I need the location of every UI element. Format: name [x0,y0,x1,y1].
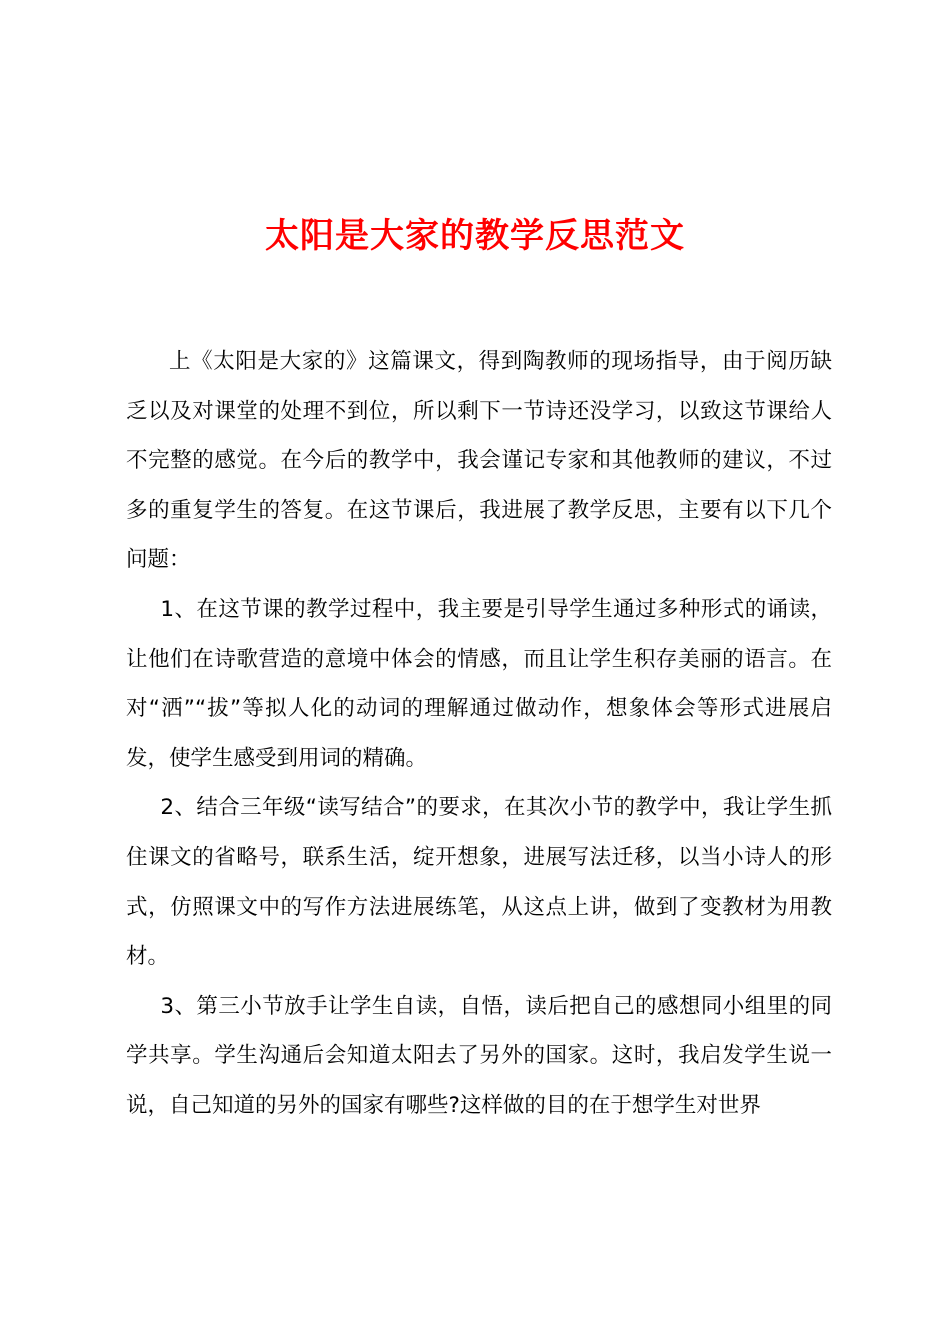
paragraph-point-3: 3、第三小节放手让学生自读，自悟，读后把自己的感想同小组里的同学共享。学生沟通后会知道太阳去了另外的国家。这时，我启发学生说一说，自己知道的另外的国家有哪些?这样做的目的在于想学生对世界 [126,993,832,1118]
paragraph-point-2: 2、结合三年级“读写结合”的要求，在其次小节的教学中，我让学生抓住课文的省略号，联系生活，绽开想象，进展写法迁移，以当小诗人的形式，仿照课文中的写作方法进展练笔，从这点上讲，做到了变教材为用教材。 [126,795,832,970]
paragraph-point-1: 1、在这节课的教学过程中，我主要是引导学生通过多种形式的诵读，让他们在诗歌营造的意境中体会的情感，而且让学生积存美丽的语言。在对“洒”“拔”等拟人化的动词的理解通过做动作，想象体会等形式进展启发，使学生感受到用词的精确。 [126,596,832,771]
document-title: 太阳是大家的教学反思范文 [265,216,685,256]
paragraph-intro: 上《太阳是大家的》这篇课文，得到陶教师的现场指导，由于阅历缺乏以及对课堂的处理不到位，所以剩下一节诗还没学习，以致这节课给人不完整的感觉。在今后的教学中，我会谨记专家和其他教师的建议，不过多的重复学生的答复。在这节课后，我进展了教学反思，主要有以下几个问题： [126,349,832,573]
document-body [126,337,832,1131]
